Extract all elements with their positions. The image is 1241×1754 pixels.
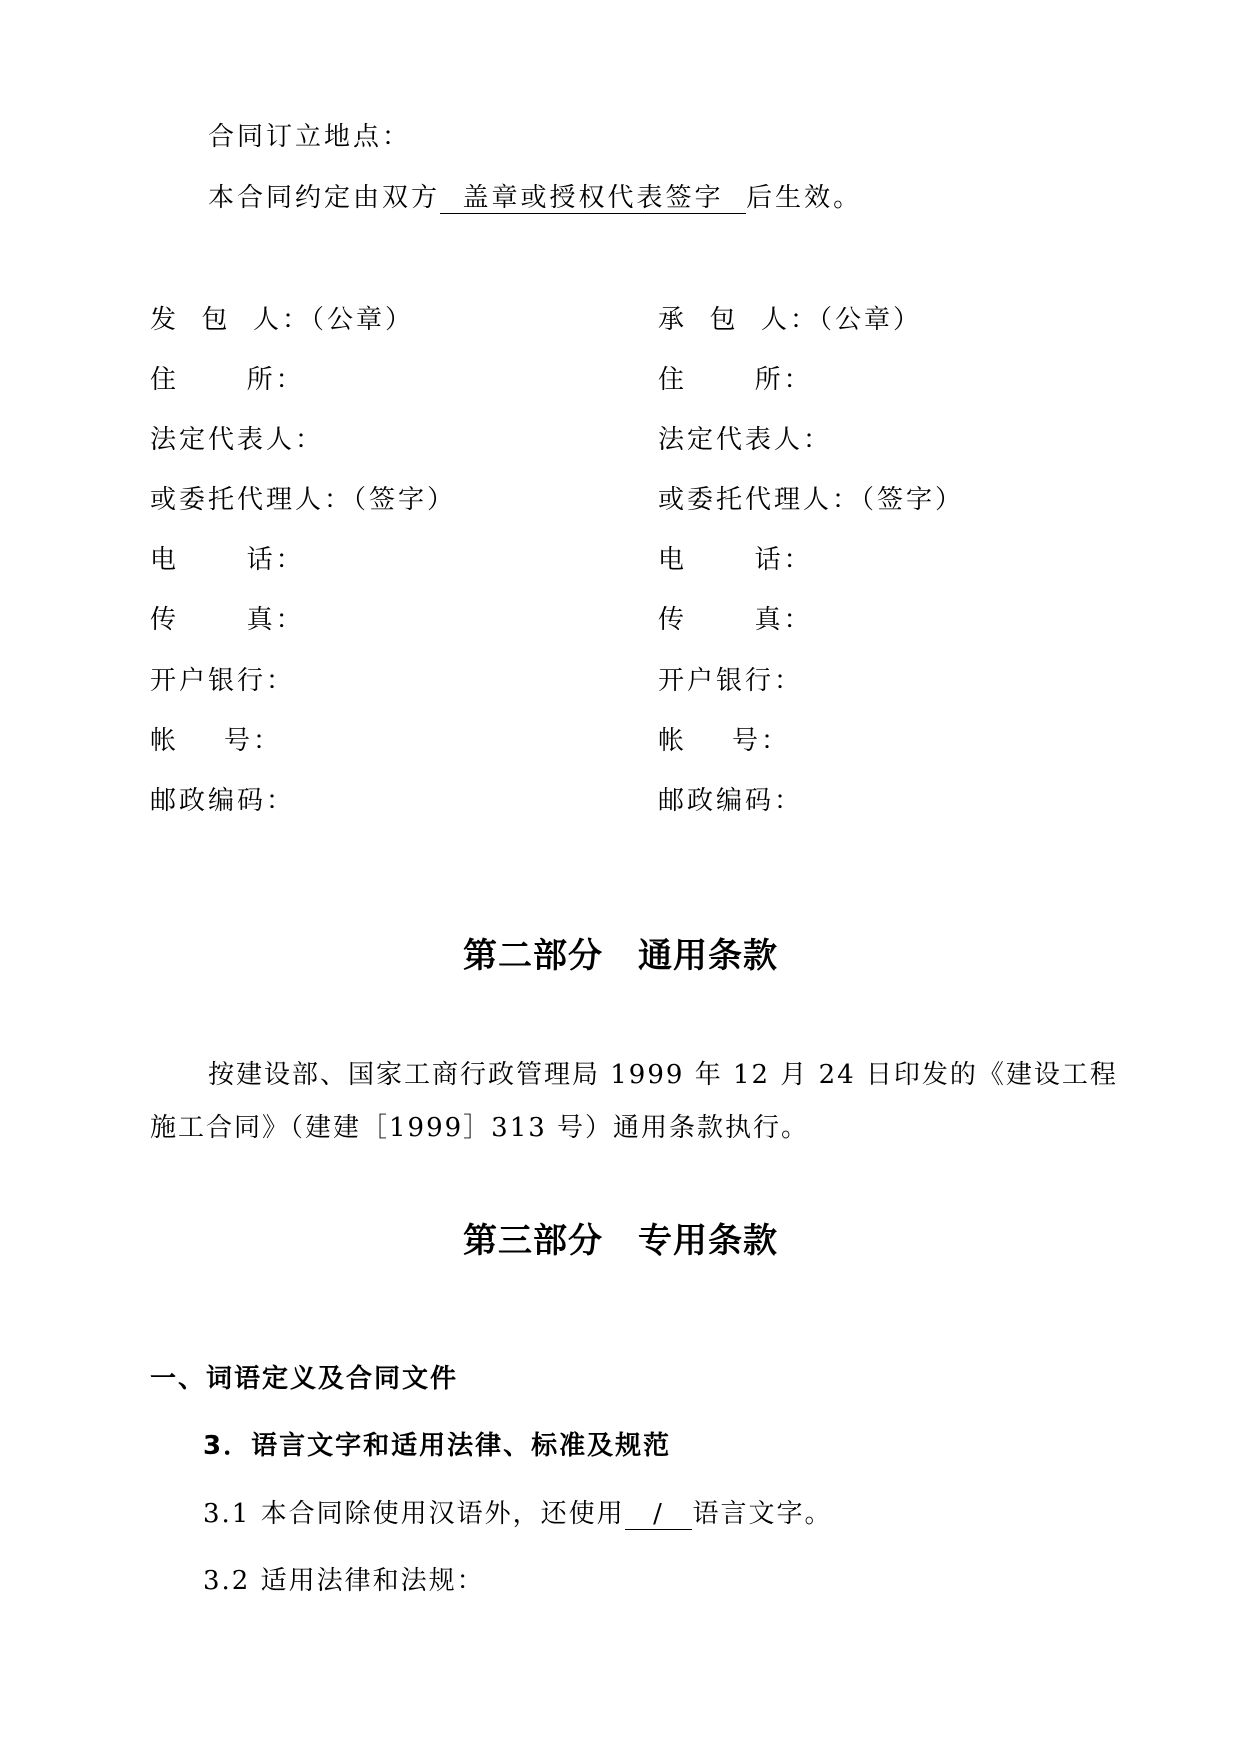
- party-b-postcode: 邮政编码：: [658, 786, 804, 816]
- party-b-agent: 或委托代理人：（签字）: [658, 485, 965, 515]
- section-3-heading: 3．语言文字和适用法律、标准及规范: [203, 1431, 672, 1461]
- item-3-1-suffix: 语言文字。: [692, 1499, 833, 1529]
- party-a-legal-rep: 法定代表人：: [150, 425, 325, 455]
- party-a-agent: 或委托代理人：（签字）: [150, 485, 457, 515]
- effect-clause-suffix: 后生效。: [746, 183, 863, 213]
- party-b-bank: 开户银行：: [658, 666, 804, 696]
- party-b-legal-rep: 法定代表人：: [658, 425, 833, 455]
- effect-clause-prefix: 本合同约定由双方: [208, 183, 441, 213]
- contract-place-label: 合同订立地点：: [208, 122, 412, 152]
- party-a-bank: 开户银行：: [150, 666, 296, 696]
- party-b-phone: 电 话：: [658, 545, 813, 575]
- item-3-1: [203, 1497, 832, 1531]
- party-a-postcode: 邮政编码：: [150, 786, 296, 816]
- party-a-issuer: 发 包 人：（公章）: [150, 305, 415, 335]
- part-3-title: 第三部分 专用条款: [463, 1221, 778, 1261]
- party-a-account: 帐 号：: [150, 726, 283, 756]
- party-a-fax: 传 真：: [150, 605, 305, 635]
- effect-clause: [208, 181, 862, 215]
- party-b-address: 住 所：: [658, 365, 813, 395]
- section-1-heading: 一、词语定义及合同文件: [150, 1364, 459, 1394]
- party-a-phone: 电 话：: [150, 545, 305, 575]
- item-3-1-blank: /: [625, 1499, 693, 1530]
- party-b-account: 帐 号：: [658, 726, 791, 756]
- party-a-address: 住 所：: [150, 365, 305, 395]
- part-2-body-line-2: 施工合同》（建建［1999］313 号）通用条款执行。: [150, 1113, 810, 1143]
- item-3-2: 3.2 适用法律和法规：: [203, 1566, 485, 1596]
- part-2-title: 第二部分 通用条款: [463, 936, 778, 976]
- party-b-fax: 传 真：: [658, 605, 813, 635]
- effect-clause-blank: 盖章或授权代表签字: [440, 183, 747, 213]
- item-3-1-prefix: 3.1 本合同除使用汉语外，还使用: [203, 1499, 625, 1529]
- party-b-issuer: 承 包 人：（公章）: [658, 305, 923, 335]
- part-2-body-line-1: 按建设部、国家工商行政管理局 1999 年 12 月 24 日印发的《建设工程: [208, 1060, 1118, 1090]
